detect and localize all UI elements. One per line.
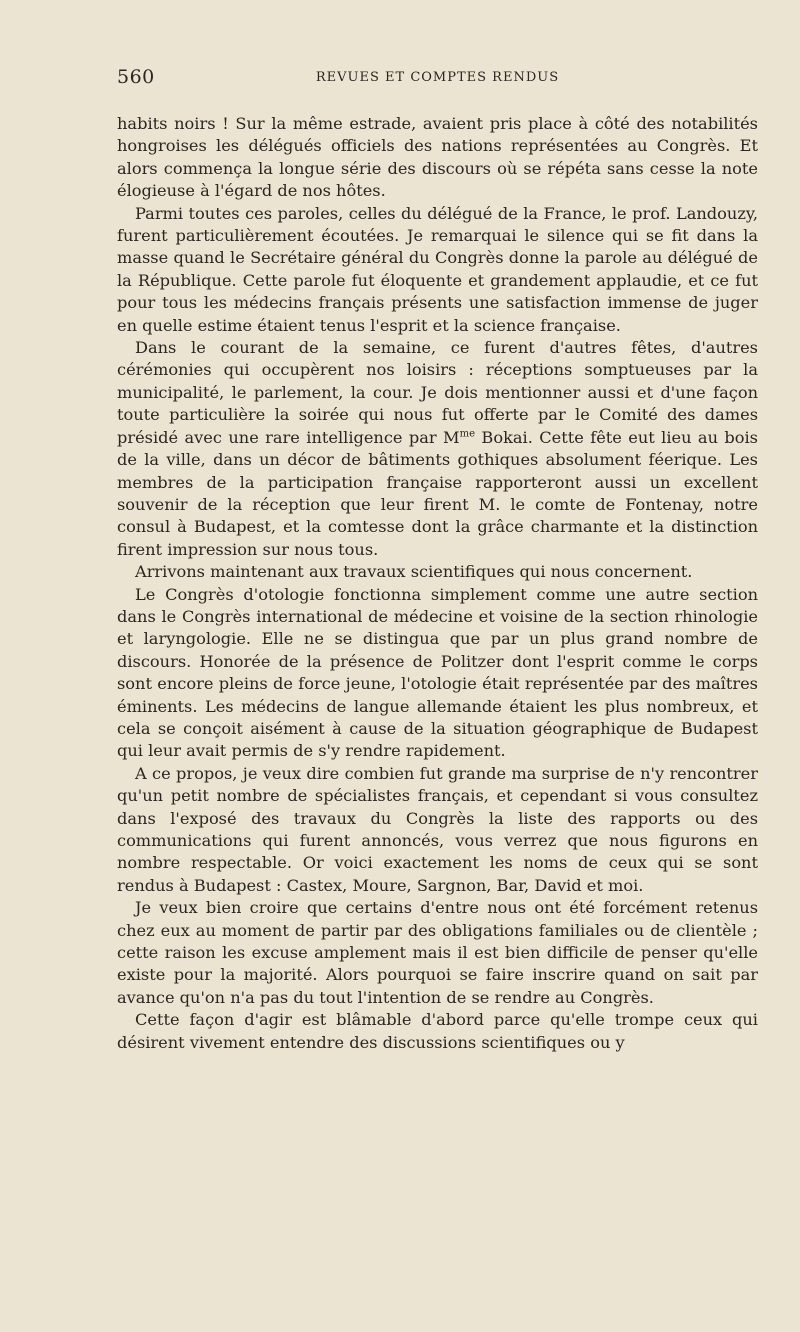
page-header xyxy=(117,66,758,90)
paragraph: Parmi toutes ces paroles, celles du délégué de la France, le prof. Landouzy, furent particulièrement écoutées. Je remarquai le silence qui se fit dans la masse quand le Secrétaire général du Congrès donne la parole au délégué de la République. Cette parole fut éloquente et grandement applaudie, et ce fut pour tous les médecins français présents une satisfaction immense de juger en quelle estime étaient tenus l'esprit et la science française. xyxy=(117,203,758,335)
paragraph-text: Dans le courant de la semaine, ce furent d'autres fêtes, d'autres cérémonies qui occupèrent nos loisirs : réceptions somptueuses par la municipalité, le parlement, la cour. Je dois mentionner aussi et d'une façon toute particulière la soirée qui nous fut offerte par le Comité des dames présidé avec une rare intelligence par M xyxy=(117,338,758,447)
running-title: REVUES ET COMPTES RENDUS xyxy=(315,70,560,85)
paragraph xyxy=(117,337,758,561)
body-text xyxy=(117,113,758,1054)
paragraph: Cette façon d'agir est blâmable d'abord parce qu'elle trompe ceux qui désirent vivement entendre des discussions scientifiques ou y xyxy=(117,1010,758,1052)
paragraph: Je veux bien croire que certains d'entre nous ont été forcément retenus chez eux au moment de partir par des obligations familiales ou de clientèle ; cette raison les excuse amplement mais il est bien difficile de penser qu'elle existe pour la majorité. Alors pourquoi se faire inscrire quand on sait par avance qu'on n'a pas du tout l'intention de se rendre au Congrès. xyxy=(117,898,758,1007)
paragraph: habits noirs ! Sur la même estrade, avaient pris place à côté des notabilités hongroises les délégués officiels des nations représentées au Congrès. Et alors commença la longue série des discours où se répéta sans cesse la note élogieuse à l'égard de nos hôtes. xyxy=(117,114,758,201)
paragraph-text: Bokai. Cette fête eut lieu au bois de la ville, dans un décor de bâtiments gothiques absolument féerique. Les membres de la participation française rapporteront aussi un excellent souvenir de la réception que leur firent M. le comte de Fontenay, notre consul à Budapest, et la comtesse dont la grâce charmante et la distinction firent impression sur nous tous. xyxy=(117,427,758,559)
paragraph: Le Congrès d'otologie fonctionna simplement comme une autre section dans le Congrès international de médecine et voisine de la section rhinologie et laryngologie. Elle ne se distingua que par un plus grand nombre de discours. Honorée de la présence de Politzer dont l'esprit comme le corps sont encore pleins de force jeune, l'otologie était représentée par des maîtres éminents. Les médecins de langue allemande étaient les plus nombreux, et cela se conçoit aisément à cause de la situation géographique de Budapest qui leur avait permis de s'y rendre rapidement. xyxy=(117,584,758,761)
paragraph: A ce propos, je veux dire combien fut grande ma surprise de n'y rencontrer qu'un petit nombre de spécialistes français, et cependant si vous consultez dans l'exposé des travaux du Congrès la liste des rapports ou des communications qui furent annoncés, vous verrez que nous figurons en nombre respectable. Or voici exactement les noms de ceux qui se sont rendus à Budapest : Castex, Moure, Sargnon, Bar, David et moi. xyxy=(117,763,758,895)
paragraph: Arrivons maintenant aux travaux scientifiques qui nous concernent. xyxy=(135,562,693,582)
superscript: me xyxy=(459,428,476,440)
page-number: 560 xyxy=(117,66,155,88)
